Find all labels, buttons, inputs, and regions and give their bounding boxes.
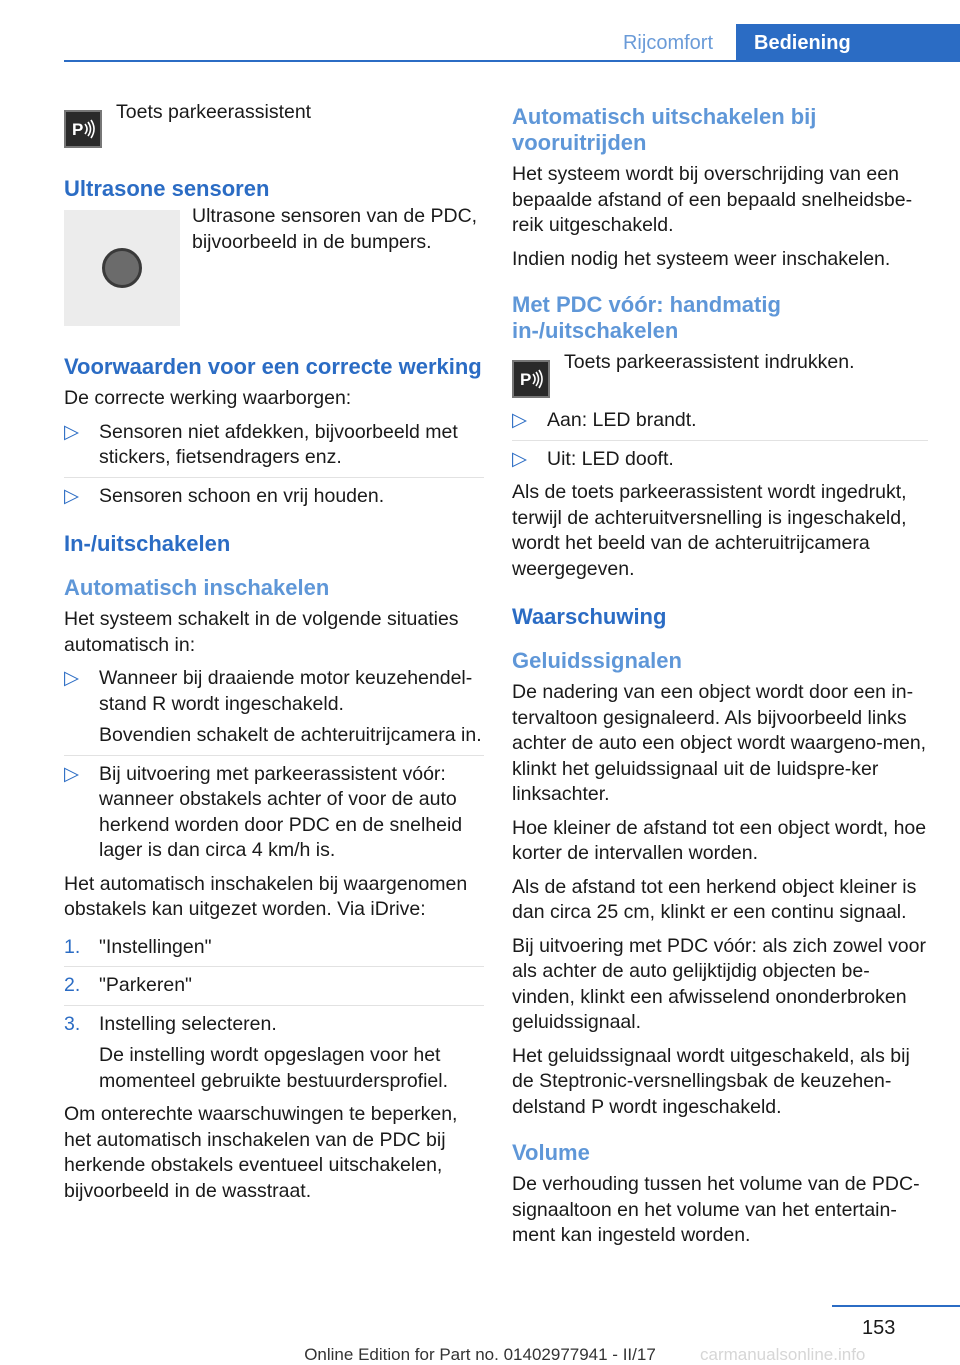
bullet-icon: ▷ [512, 447, 527, 470]
bullet-icon: ▷ [64, 484, 79, 507]
sound-text-4: Bij uitvoering met PDC vóór: als zich zowel voor als achter de auto gelijktijdig objecten be-vinden, klinkt een afwisselend ononderbroken geluidssignaal. [512, 934, 926, 1033]
list-item: ▷ Uit: LED dooft. [512, 440, 928, 473]
sound-text-2: Hoe kleiner de afstand tot een object wordt, hoe korter de intervallen worden. [512, 816, 927, 864]
closing-text: Om onterechte waarschuwingen te beperken, het automatisch inschakelen van de PDC bij herkende obstakels eventueel uitschakelen, bijvoorbeeld in de wasstraat. [64, 1103, 458, 1202]
heading-sounds: Geluidssignalen [512, 648, 682, 673]
sound-text-3: Als de afstand tot een herkend object kleiner is dan circa 25 cm, klinkt er een continu signaal. [512, 875, 917, 923]
list-item: 1. "Instellingen" [64, 935, 212, 958]
footer-rule [832, 1305, 960, 1307]
auto-on-intro: Het systeem schakelt in de volgende situaties automatisch in: [64, 608, 459, 656]
conditions-intro: De correcte werking waarborgen: [64, 387, 352, 409]
heading-conditions: Voorwaarden voor een correcte werking [64, 354, 482, 379]
edition-text: Online Edition for Part no. 01402977941 - II/17 [304, 1345, 656, 1364]
volume-text: De verhouding tussen het volume van de PDC-signaaltoon en het volume van het entertain-ment kan ingesteld worden. [512, 1173, 920, 1246]
conditions-list [64, 420, 484, 510]
auto-off-text-2: Indien nodig het systeem weer inschakelen. [512, 247, 891, 270]
bullet-icon: ▷ [64, 420, 79, 443]
heading-auto-off: Automatisch uitschakelen bij vooruitrijden [512, 104, 817, 155]
heading-switch: In-/uitschakelen [64, 531, 231, 556]
watermark: carmanualsonline.info [700, 1345, 866, 1364]
left-column [64, 100, 484, 1212]
list-item: ▷ Sensoren schoon en vrij houden. [64, 477, 484, 510]
parking-assist-key-icon [64, 110, 102, 148]
idrive-intro: Het automatisch inschakelen bij waargenomen obstakels kan uitgezet worden. Via iDrive: [64, 872, 468, 920]
sensor-dot [102, 248, 142, 288]
ultrasonic-sensor-image [64, 210, 180, 326]
page-number: 153 [862, 1317, 896, 1339]
svg-text:P: P [520, 370, 532, 389]
svg-text:P: P [72, 120, 84, 139]
list-item: ▷ Aan: LED brandt. [512, 408, 928, 434]
heading-warning: Waarschuwing [512, 604, 667, 629]
heading-volume: Volume [512, 1140, 590, 1165]
tab-rijcomfort[interactable]: Rijcomfort [622, 32, 713, 54]
auto-off-text-1: Het systeem wordt bij overschrijding van een bepaalde afstand of een bepaald snelheidsbe-reik uitgeschakeld. [512, 163, 913, 236]
sound-text-1: De nadering van een object wordt door een in-tervaltoon gesignaleerd. Als bijvoorbeeld links achter de auto een object wordt waargeno-men, klinkt het geluidssignaal uit de luidspre-ker linksachter. [512, 681, 927, 805]
key-press-text: Toets parkeerassistent indrukken. [564, 351, 855, 373]
heading-auto-on: Automatisch inschakelen [64, 575, 330, 600]
list-item: ▷ Sensoren niet afdekken, bijvoorbeeld met stickers, fietsendragers enz. [64, 420, 458, 468]
auto-on-list [64, 666, 484, 864]
list-item: ▷ Wanneer bij draaiende motor keuzehendel-stand R wordt ingeschakeld. Bovendien schakelt de achteruitrijcamera in. [64, 667, 482, 746]
bullet-icon: ▷ [512, 409, 527, 431]
list-item: 3. Instelling selecteren. De instelling wordt opgeslagen voor het momenteel gebruikte bestuurdersprofiel. [64, 1005, 484, 1095]
heading-sensors: Ultrasone sensoren [64, 176, 270, 201]
bullet-icon: ▷ [64, 762, 79, 785]
led-list [512, 408, 928, 472]
key-label: Toets parkeerassistent [116, 101, 312, 123]
heading-manual: Met PDC vóór: handmatig in-/uitschakelen [512, 292, 781, 343]
rear-camera-text: Als de toets parkeerassistent wordt ingedrukt, terwijl de achteruitversnelling is ingeschakeld, wordt het beeld van de achteruitrijcamera weergegeven. [512, 481, 907, 580]
sound-text-5: Het geluidssignaal wordt uitgeschakeld, als bij de Steptronic-versnellingsbak de keuzehen-delstand P wordt ingeschakeld. [512, 1044, 910, 1118]
steps-list [64, 935, 484, 1095]
right-column [512, 100, 928, 1257]
parking-assist-key-icon [512, 360, 550, 398]
sensors-text: Ultrasone sensoren van de PDC, bijvoorbeeld in de bumpers. [192, 205, 478, 253]
tab-bediening[interactable]: Bediening [736, 24, 960, 62]
bullet-icon: ▷ [64, 667, 79, 689]
list-item: ▷ Bij uitvoering met parkeerassistent vóór: wanneer obstakels achter of voor de auto herkend worden door PDC en de snelheid lager is dan circa 4 km/h is. [64, 755, 484, 864]
list-item: 2. "Parkeren" [64, 966, 484, 999]
